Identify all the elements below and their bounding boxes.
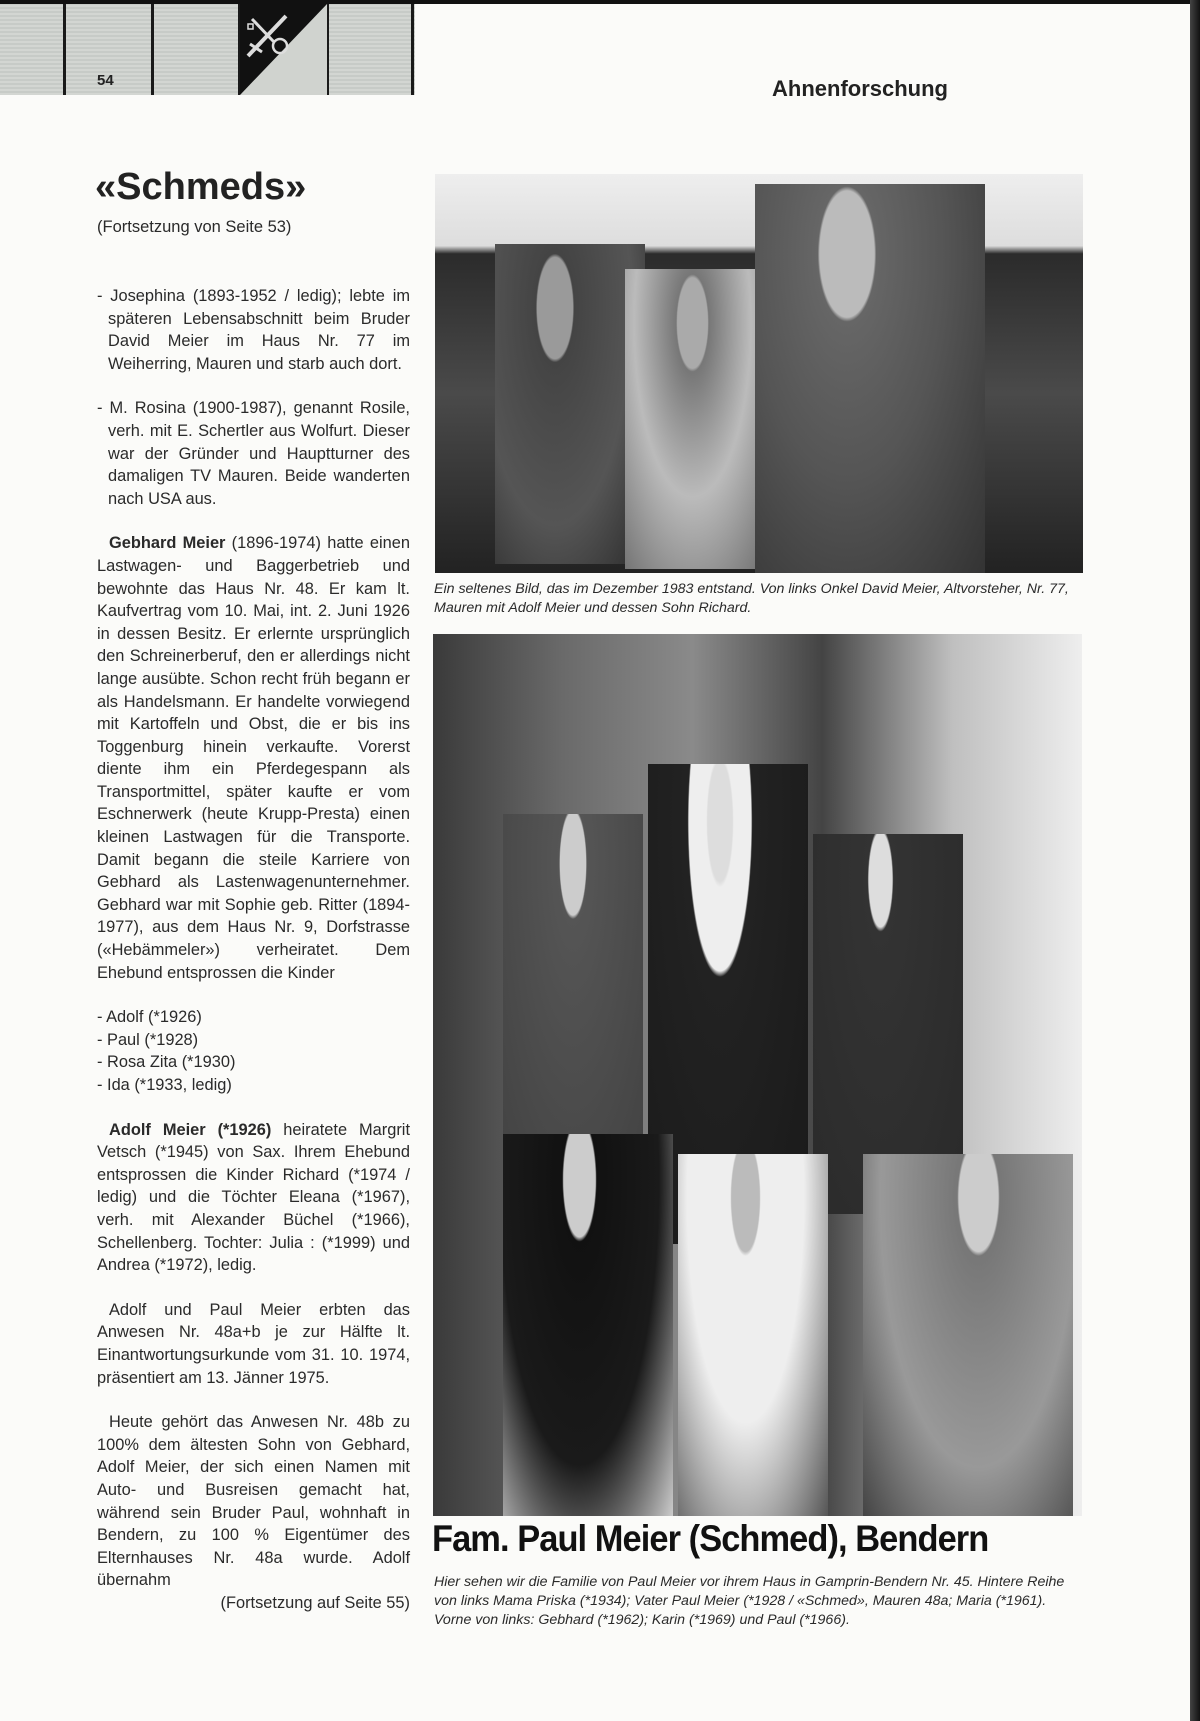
photo-2-heading: Fam. Paul Meier (Schmed), Bendern xyxy=(432,1518,989,1559)
header-divider xyxy=(63,4,66,95)
list-item: - Ida (*1933, ledig) xyxy=(97,1076,232,1094)
list-item: - Adolf (*1926) xyxy=(97,1008,202,1027)
paragraph-today: Heute gehört das Anwesen Nr. 48b zu 100% dem ältesten Sohn von Gebhard, Adolf Meier, der sich einen Namen mit Auto- und Busreisen gemacht hat, während sein Bruder Paul, wohnhaft in Bendern, zu 100 % Eigentümer des Elternhauses Nr. 48a wurde. Adolf übernahm xyxy=(97,1413,410,1590)
section-title: Ahnenforschung xyxy=(772,76,948,101)
photo-family-paul-meier xyxy=(433,634,1082,1516)
adolf-text: heiratete Margrit Vetsch (*1945) von Sax. Ihrem Ehebund entsprossen die Kinder Richard (*1974 / ledig) und die Töchter Eleana (*1967), verh. mit Alexander Büchel (*1966), Schellenberg. Tochter: Julia : (*1999) und Andrea (*1972), ledig. xyxy=(97,1120,411,1275)
page-number: 54 xyxy=(97,72,114,89)
gebhard-lead: Gebhard Meier xyxy=(109,534,226,553)
paragraph-rosina: - M. Rosina (1900-1987), genannt Rosile, verh. mit E. Schertler aus Wolfurt. Dieser war der Gründer und Hauptturner des damaligen TV Mauren. Beide wanderten nach USA aus. xyxy=(97,399,410,508)
list-item: - Paul (*1928) xyxy=(97,1030,199,1049)
paragraph-adolf xyxy=(97,1119,410,1277)
header-divider xyxy=(151,4,154,95)
gebhard-text: (1896-1974) hatte einen Lastwagen- und Baggerbetrieb und bewohnte das Haus Nr. 48. Er kam lt. Kaufvertrag vom 10. Mai, int. 2. Juni 1926 in dessen Besitz. Er erlernte ursprünglich den Schreinerberuf, den er allerdings nicht lange ausübte. Schon recht früh begann er als Handelsmann. Er handelte vorwiegend mit Kartoffeln und Obst, die er bis ins Toggenburg hinein verkaufte. Vorerst diente ihm ein Pferdegespann als Transportmittel, später kaufte er vom Eschnerwerk (heute Krupp-Presta) einen kleinen Lastwagen für die Transporte. Damit begann die steile Karriere von Gebhard als Lastenwagenunternehmer. Gebhard war mit Sophie geb. Ritter (1894-1977), aus dem Haus Nr. 9, Dorfstrasse («Hebämmeler») verheiratet. Dem Ehebund entsprossen die Kinder xyxy=(97,534,410,982)
photo-2-caption: Hier sehen wir die Familie von Paul Meier vor ihrem Haus in Gamprin-Bendern Nr. 45. Hintere Reihe von links Mama Priska (*1934); Vater Paul Meier (*1928 / «Schmed», Mauren 48a; Maria (*1961). Vorne von links: Gebhard (*1962); Karin (*1969) und Paul (*1966). xyxy=(434,1574,1065,1628)
header-divider xyxy=(411,4,414,95)
continued-note: (Fortsetzung auf Seite 55) xyxy=(220,1593,410,1612)
children-list xyxy=(97,1006,410,1096)
adolf-lead: Adolf Meier (*1926) xyxy=(109,1120,272,1139)
article-title: «Schmeds» xyxy=(95,166,307,208)
paragraph-josephina: - Josephina (1893-1952 / ledig); lebte im späteren Lebensabschnitt beim Bruder David Meier im Haus Nr. 77 im Weiherring, Mauren und starb auch dort. xyxy=(97,287,410,373)
article-subtitle: (Fortsetzung von Seite 53) xyxy=(97,218,292,236)
list-item: - Rosa Zita (*1930) xyxy=(97,1053,236,1072)
scan-edge xyxy=(1190,0,1200,1721)
photo-1983-david-adolf-richard xyxy=(435,174,1083,573)
crossed-swords-coat-of-arms-icon xyxy=(240,4,327,95)
article-column-top xyxy=(97,285,410,1614)
paragraph-inheritance: Adolf und Paul Meier erbten das Anwesen Nr. 48a+b je zur Hälfte lt. Einantwortungsurkunde vom 31. 10. 1974, präsentiert am 13. Jänner 1975. xyxy=(97,1300,410,1387)
photo-1-caption: Ein seltenes Bild, das im Dezember 1983 entstand. Von links Onkel David Meier, Altvorsteher, Nr. 77, Mauren mit Adolf Meier und dessen Sohn Richard. xyxy=(434,581,1069,616)
paragraph-gebhard xyxy=(97,532,410,984)
